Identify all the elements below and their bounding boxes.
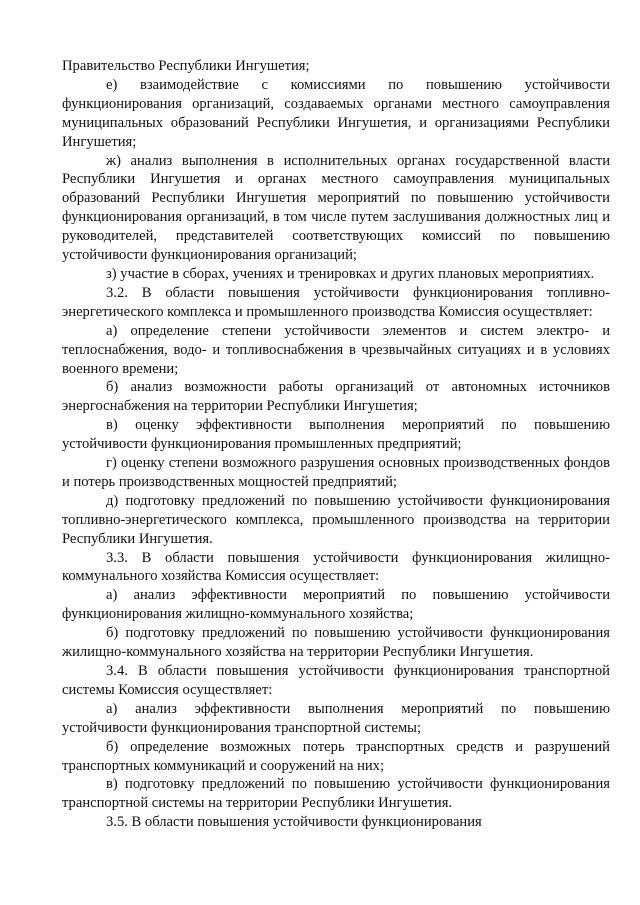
paragraph-3-4-v: в) подготовку предложений по повышению устойчивости функционирования транспортной системы на территории Республики Ингушетия. <box>62 776 610 812</box>
paragraph-3-2-d: д) подготовку предложений по повышению устойчивости функционирования топливно-энергетического комплекса, промышленного производства на территории Республики Ингушетия. <box>62 492 610 547</box>
paragraph-3-3-a: а) анализ эффективности мероприятий по повышению устойчивости функционирования жилищно-коммунального хозяйства; <box>62 587 610 623</box>
paragraph-3-4-b: б) определение возможных потерь транспортных средств и разрушений транспортных коммуникаций и сооружений на них; <box>62 738 610 774</box>
section-3-2-heading: 3.2. В области повышения устойчивости функционирования топливно-энергетического комплекса и промышленного производства Комиссия осуществляет: <box>62 284 610 320</box>
document-page <box>62 57 610 832</box>
paragraph-item-z: з) участие в сборах, учениях и тренировках и других плановых мероприятиях. <box>106 265 595 282</box>
paragraph-item-zh: ж) анализ выполнения в исполнительных органах государственной власти Республики Ингушетия и органах местного самоуправления муниципальных образований Республики Ингушетия мероприятий по повышению устойчивости функционирования организаций, в том числе путем заслушивания должностных лиц и руководителей, представителей соответствующих комиссий по повышению устойчивости функционирования организаций; <box>62 152 610 264</box>
section-3-5-heading: 3.5. В области повышения устойчивости функционирования <box>106 814 482 831</box>
paragraph-3-4-a: а) анализ эффективности выполнения мероприятий по повышению устойчивости функционирования транспортной системы; <box>62 700 610 736</box>
paragraph-3-3-b: б) подготовку предложений по повышению устойчивости функционирования жилищно-коммунального хозяйства на территории Республики Ингушетия. <box>62 625 610 661</box>
paragraph-3-2-v: в) оценку эффективности выполнения мероприятий по повышению устойчивости функционирования промышленных предприятий; <box>62 417 610 453</box>
paragraph-3-2-g: г) оценку степени возможного разрушения основных производственных фондов и потерь производственных мощностей предприятий; <box>62 455 610 490</box>
section-3-4-heading: 3.4. В области повышения устойчивости функционирования транспортной системы Комиссия осуществляет: <box>62 663 610 698</box>
paragraph-item-e: е) взаимодействие с комиссиями по повышению устойчивости функционирования организаций, создаваемых органами местного самоуправления муниципальных образований Республики Ингушетия, и организациями Республики Ингушетия; <box>62 76 610 150</box>
paragraph-continuation: Правительство Республики Ингушетия; <box>62 58 310 74</box>
paragraph-3-2-b: б) анализ возможности работы организаций от автономных источников энергоснабжения на территории Республики Ингушетия; <box>62 379 610 415</box>
paragraph-3-2-a: а) определение степени устойчивости элементов и систем электро- и теплоснабжения, водо- и топливоснабжения в чрезвычайных ситуациях и в условиях военного времени; <box>62 322 610 377</box>
section-3-3-heading: 3.3. В области повышения устойчивости функционирования жилищно-коммунального хозяйства Комиссия осуществляет: <box>62 549 610 585</box>
